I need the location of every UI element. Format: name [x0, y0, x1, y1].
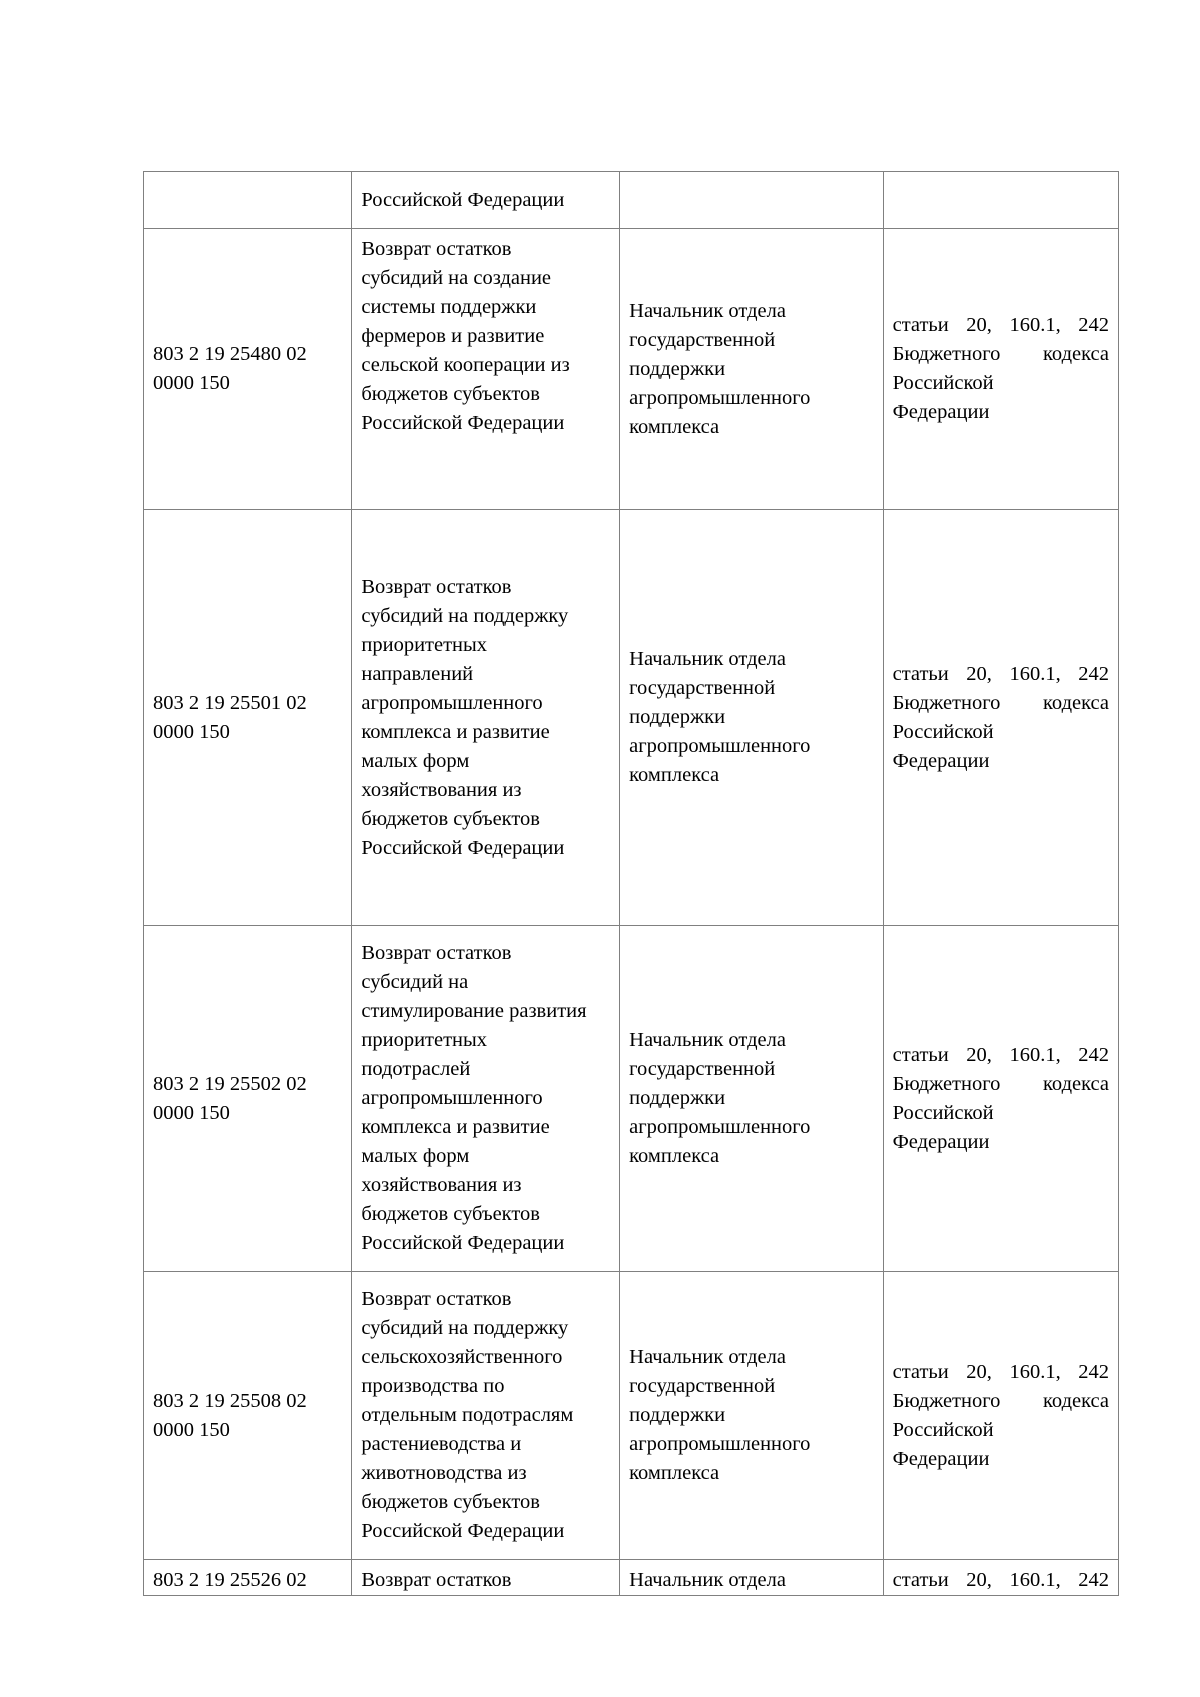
responsible-line: комплекса: [629, 415, 720, 438]
law-cell: [883, 1272, 1118, 1560]
description-line: Российской Федерации: [361, 836, 565, 859]
description-line: субсидий на поддержку: [361, 604, 569, 627]
law-line: Федерации: [892, 749, 990, 772]
law-word: 242: [1078, 1043, 1109, 1066]
law-word: кодекса: [1042, 1072, 1109, 1095]
responsible-cell: [620, 229, 883, 510]
law-line: Российской: [892, 720, 994, 743]
law-cell: [883, 926, 1118, 1272]
budget-codes-table: [143, 171, 1119, 1596]
responsible-line: агропромышленного: [629, 1116, 811, 1138]
code-line: 803 2 19 25526 02: [153, 1569, 307, 1591]
law-word: 20,: [966, 662, 992, 685]
description-line: малых форм: [361, 1145, 470, 1167]
law-line: Федерации: [892, 1447, 990, 1470]
responsible-cell: [620, 926, 883, 1272]
law-word: 160.1,: [1009, 1569, 1061, 1591]
description-line: Возврат остатков: [361, 1569, 512, 1591]
law-word: статьи: [892, 662, 949, 685]
law-word: 20,: [966, 1360, 992, 1383]
law-line: [893, 311, 1109, 340]
responsible-line: государственной: [629, 677, 776, 699]
code-line: 803 2 19 25502 02: [153, 1072, 307, 1095]
description-cell: [352, 926, 620, 1272]
description-line: Российской Федерации: [361, 1520, 565, 1542]
responsible-line: поддержки: [629, 706, 726, 728]
law-word: статьи: [892, 1569, 949, 1591]
responsible-line: поддержки: [629, 357, 726, 380]
description-line: отдельным подотраслям: [361, 1404, 574, 1426]
table-row: [144, 1272, 1119, 1560]
code-cell: [144, 1272, 352, 1560]
law-cell: [883, 229, 1118, 510]
description-line: Российской Федерации: [361, 188, 565, 211]
law-cell: [883, 1560, 1118, 1596]
description-line: приоритетных: [361, 633, 488, 656]
law-cell: [883, 510, 1118, 926]
description-line: фермеров и развитие: [361, 325, 545, 347]
responsible-cell: [620, 172, 883, 229]
law-word: 242: [1078, 662, 1109, 685]
description-line: животноводства из: [361, 1462, 527, 1484]
law-line: Российской: [892, 1101, 994, 1124]
responsible-line: агропромышленного: [629, 1433, 811, 1455]
code-line: 803 2 19 25508 02: [153, 1389, 307, 1412]
description-line: системы поддержки: [361, 296, 537, 318]
responsible-line: комплекса: [629, 764, 720, 786]
law-word: кодекса: [1042, 691, 1109, 714]
responsible-line: Начальник отдела: [629, 1569, 786, 1591]
responsible-line: государственной: [629, 1058, 776, 1080]
description-line: растениеводства и: [361, 1433, 522, 1455]
law-line: [893, 340, 1109, 369]
code-line: 0000 150: [153, 720, 230, 743]
responsible-line: агропромышленного: [629, 735, 811, 757]
code-line: 0000 150: [153, 1418, 230, 1441]
description-cell: [352, 172, 620, 229]
law-line: Российской: [892, 1418, 994, 1441]
description-line: хозяйствования из: [361, 1174, 522, 1196]
responsible-cell: [620, 510, 883, 926]
responsible-cell: [620, 1560, 883, 1596]
responsible-line: Начальник отдела: [629, 299, 786, 322]
code-line: 803 2 19 25501 02: [153, 691, 307, 714]
description-line: Возврат остатков: [361, 1288, 512, 1310]
law-word: 160.1,: [1009, 314, 1061, 336]
responsible-line: Начальник отдела: [629, 1029, 786, 1051]
description-line: хозяйствования из: [361, 778, 522, 801]
law-word: 20,: [966, 1043, 992, 1066]
law-line: [893, 1387, 1109, 1416]
description-line: производства по: [361, 1375, 505, 1397]
description-line: подотраслей: [361, 1058, 471, 1080]
description-cell: [352, 1560, 620, 1596]
description-line: стимулирование развития: [361, 1000, 587, 1022]
responsible-line: государственной: [629, 328, 776, 351]
description-line: Возврат остатков: [361, 238, 512, 260]
law-word: Бюджетного: [892, 343, 1001, 365]
description-line: агропромышленного: [361, 691, 543, 714]
responsible-line: Начальник отдела: [629, 648, 786, 670]
description-line: бюджетов субъектов: [361, 1203, 540, 1225]
responsible-line: комплекса: [629, 1145, 720, 1167]
law-line: [893, 1358, 1109, 1387]
responsible-line: комплекса: [629, 1462, 720, 1484]
table-body: [144, 172, 1119, 1596]
law-word: 242: [1078, 1569, 1109, 1591]
description-line: субсидий на поддержку: [361, 1317, 569, 1339]
law-cell: [883, 172, 1118, 229]
law-line: [893, 1566, 1109, 1595]
description-line: Возврат остатков: [361, 942, 512, 964]
description-line: бюджетов субъектов: [361, 807, 540, 830]
description-line: направлений: [361, 662, 474, 685]
description-line: приоритетных: [361, 1029, 488, 1051]
responsible-line: поддержки: [629, 1404, 726, 1426]
code-line: 0000 150: [153, 1101, 230, 1124]
description-line: субсидий на: [361, 971, 469, 993]
description-line: Возврат остатков: [361, 575, 512, 598]
description-cell: [352, 229, 620, 510]
code-cell: [144, 926, 352, 1272]
description-line: бюджетов субъектов: [361, 1491, 540, 1513]
description-line: малых форм: [361, 749, 470, 772]
law-word: статьи: [892, 1360, 949, 1383]
law-word: Бюджетного: [892, 691, 1001, 714]
description-line: бюджетов субъектов: [361, 383, 540, 405]
description-cell: [352, 1272, 620, 1560]
law-word: 20,: [966, 314, 992, 336]
law-word: 20,: [966, 1569, 992, 1591]
description-cell: [352, 510, 620, 926]
table-row: [144, 510, 1119, 926]
law-line: [893, 1070, 1109, 1099]
code-line: 0000 150: [153, 372, 230, 394]
law-word: 242: [1078, 1360, 1109, 1383]
law-word: Бюджетного: [892, 1072, 1001, 1095]
law-word: 242: [1078, 314, 1109, 336]
table-row: [144, 229, 1119, 510]
table-row: [144, 926, 1119, 1272]
description-line: Российской Федерации: [361, 412, 565, 434]
description-line: сельской кооперации из: [361, 354, 570, 376]
description-line: сельскохозяйственного: [361, 1346, 563, 1368]
law-word: кодекса: [1042, 343, 1109, 365]
law-line: Федерации: [892, 401, 990, 423]
law-line: Российской: [892, 372, 994, 394]
description-line: Российской Федерации: [361, 1232, 565, 1254]
table-row: [144, 1560, 1119, 1596]
law-word: 160.1,: [1009, 1360, 1061, 1383]
law-line: [893, 1041, 1109, 1070]
law-word: 160.1,: [1009, 662, 1061, 685]
responsible-line: государственной: [629, 1375, 776, 1397]
code-cell: [144, 229, 352, 510]
description-line: агропромышленного: [361, 1087, 543, 1109]
code-cell: [144, 172, 352, 229]
code-cell: [144, 1560, 352, 1596]
description-line: субсидий на создание: [361, 267, 552, 289]
law-word: статьи: [892, 314, 949, 336]
law-word: статьи: [892, 1043, 949, 1066]
table-row: [144, 172, 1119, 229]
law-line: [893, 689, 1109, 718]
description-line: комплекса и развитие: [361, 720, 550, 743]
code-line: 803 2 19 25480 02: [153, 343, 307, 365]
law-word: 160.1,: [1009, 1043, 1061, 1066]
law-word: кодекса: [1042, 1389, 1109, 1412]
responsible-cell: [620, 1272, 883, 1560]
responsible-line: агропромышленного: [629, 386, 811, 409]
law-line: [893, 660, 1109, 689]
code-cell: [144, 510, 352, 926]
responsible-line: поддержки: [629, 1087, 726, 1109]
law-line: Федерации: [892, 1130, 990, 1153]
law-word: Бюджетного: [892, 1389, 1001, 1412]
description-line: комплекса и развитие: [361, 1116, 550, 1138]
responsible-line: Начальник отдела: [629, 1346, 786, 1368]
